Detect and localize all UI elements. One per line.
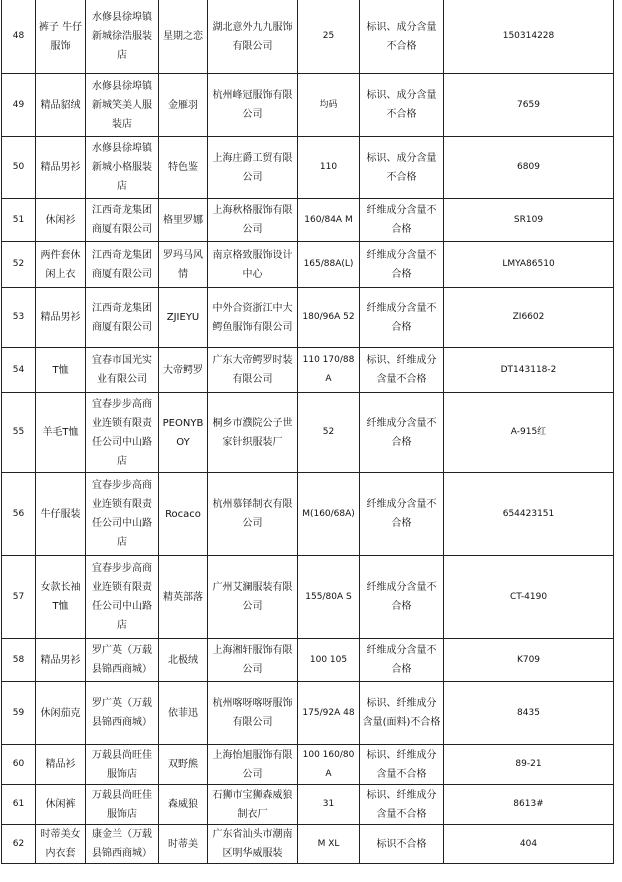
table-row: [2, 393, 614, 473]
cell-code: ZI6602: [444, 288, 614, 348]
cell-brand: 依菲迅: [159, 682, 208, 745]
cell-brand: 双野熊: [159, 745, 208, 785]
cell-brand: 格里罗娜: [159, 199, 208, 242]
cell-brand: 罗玛马风情: [159, 242, 208, 288]
cell-seller: 罗广英（万载县锦西商城）: [86, 639, 159, 682]
cell-product: 两件套休闲上衣: [36, 242, 86, 288]
cell-spec: 110: [298, 137, 360, 199]
cell-product: 裤子 牛仔服饰: [36, 0, 86, 74]
cell-result: 纤维成分含量不合格: [360, 288, 444, 348]
cell-seller: 康金兰（万载县锦西商城）: [86, 825, 159, 864]
cell-no: 59: [2, 682, 36, 745]
cell-brand: 精英部落: [159, 556, 208, 639]
table-row: [2, 785, 614, 825]
cell-code: SR109: [444, 199, 614, 242]
cell-seller: 江西奇龙集团商厦有限公司: [86, 242, 159, 288]
cell-brand: 星期之恋: [159, 0, 208, 74]
cell-spec: 180/96A 52: [298, 288, 360, 348]
cell-code: 404: [444, 825, 614, 864]
cell-spec: 175/92A 48: [298, 682, 360, 745]
table-row: [2, 745, 614, 785]
cell-result: 标识、纤维成分含量不合格: [360, 348, 444, 393]
table-row: [2, 348, 614, 393]
cell-no: 58: [2, 639, 36, 682]
cell-brand: 特色鉴: [159, 137, 208, 199]
table-row: [2, 137, 614, 199]
cell-brand: 时蒂美: [159, 825, 208, 864]
cell-maker: 杭州峰冠服饰有限公司: [208, 74, 298, 137]
cell-product: T恤: [36, 348, 86, 393]
table-row: [2, 556, 614, 639]
cell-code: 6809: [444, 137, 614, 199]
cell-product: 精品男衫: [36, 137, 86, 199]
table-row: [2, 473, 614, 556]
cell-no: 57: [2, 556, 36, 639]
inspection-table: [1, 0, 614, 864]
cell-product: 休闲衫: [36, 199, 86, 242]
cell-spec: M XL: [298, 825, 360, 864]
table-row: [2, 74, 614, 137]
cell-product: 时蒂美女内衣套: [36, 825, 86, 864]
cell-code: 89-21: [444, 745, 614, 785]
cell-no: 56: [2, 473, 36, 556]
cell-brand: Rocaco: [159, 473, 208, 556]
cell-no: 49: [2, 74, 36, 137]
cell-seller: 水修县徐埠镇新城小格服装店: [86, 137, 159, 199]
cell-brand: ZJIEYU: [159, 288, 208, 348]
cell-code: LMYA86510: [444, 242, 614, 288]
cell-maker: 石狮市宝狮森威狼制衣厂: [208, 785, 298, 825]
cell-seller: 万载县尚旺佳服饰店: [86, 785, 159, 825]
cell-seller: 水修县徐埠镇新城笑美人服装店: [86, 74, 159, 137]
cell-no: 48: [2, 0, 36, 74]
table-row: [2, 825, 614, 864]
cell-no: 53: [2, 288, 36, 348]
cell-maker: 中外合资浙江中大鳄鱼服饰有限公司: [208, 288, 298, 348]
cell-code: DT143118-2: [444, 348, 614, 393]
cell-brand: 森威狼: [159, 785, 208, 825]
table-row: [2, 288, 614, 348]
cell-maker: 广州艾澜服装有限公司: [208, 556, 298, 639]
cell-maker: 桐乡市濮院公子世家针织服装厂: [208, 393, 298, 473]
cell-no: 61: [2, 785, 36, 825]
cell-result: 纤维成分含量不合格: [360, 393, 444, 473]
cell-result: 标识不合格: [360, 825, 444, 864]
cell-spec: 25: [298, 0, 360, 74]
cell-seller: 罗广英（万载县锦西商城）: [86, 682, 159, 745]
cell-code: A-915红: [444, 393, 614, 473]
cell-result: 标识、纤维成分含量不合格: [360, 785, 444, 825]
cell-brand: 金雁羽: [159, 74, 208, 137]
table-row: [2, 0, 614, 74]
cell-spec: 均码: [298, 74, 360, 137]
cell-spec: 160/84A M: [298, 199, 360, 242]
cell-product: 精品男衫: [36, 288, 86, 348]
cell-product: 精品貂绒: [36, 74, 86, 137]
cell-spec: 155/80A S: [298, 556, 360, 639]
cell-no: 50: [2, 137, 36, 199]
cell-result: 纤维成分含量不合格: [360, 473, 444, 556]
cell-no: 52: [2, 242, 36, 288]
cell-product: 精品男衫: [36, 639, 86, 682]
cell-maker: 南京格致服饰设计中心: [208, 242, 298, 288]
cell-seller: 江西奇龙集团商厦有限公司: [86, 199, 159, 242]
cell-no: 54: [2, 348, 36, 393]
cell-result: 标识、纤维成分含量(面料)不合格: [360, 682, 444, 745]
cell-maker: 杭州喀呀喀呀服饰有限公司: [208, 682, 298, 745]
cell-spec: 100 105: [298, 639, 360, 682]
cell-code: 8435: [444, 682, 614, 745]
cell-result: 纤维成分含量不合格: [360, 199, 444, 242]
cell-result: 纤维成分含量不合格: [360, 556, 444, 639]
cell-result: 纤维成分含量不合格: [360, 639, 444, 682]
table-row: [2, 639, 614, 682]
cell-code: 8613#: [444, 785, 614, 825]
cell-seller: 江西奇龙集团商厦有限公司: [86, 288, 159, 348]
cell-code: 150314228: [444, 0, 614, 74]
table-row: [2, 199, 614, 242]
cell-brand: 大帝鳄罗: [159, 348, 208, 393]
cell-spec: 165/88A(L): [298, 242, 360, 288]
cell-maker: 上海湘轩服饰有限公司: [208, 639, 298, 682]
cell-result: 标识、成分含量不合格: [360, 137, 444, 199]
cell-maker: 湖北意外九九服饰有限公司: [208, 0, 298, 74]
cell-product: 休闲茄克: [36, 682, 86, 745]
table-row: [2, 682, 614, 745]
cell-spec: 100 160/80A: [298, 745, 360, 785]
cell-product: 牛仔服装: [36, 473, 86, 556]
cell-brand: 北极绒: [159, 639, 208, 682]
cell-no: 60: [2, 745, 36, 785]
cell-code: K709: [444, 639, 614, 682]
cell-seller: 万载县尚旺佳服饰店: [86, 745, 159, 785]
cell-maker: 杭州慕铎制衣有限公司: [208, 473, 298, 556]
cell-seller: 宜春步步高商业连锁有限责任公司中山路店: [86, 473, 159, 556]
cell-no: 55: [2, 393, 36, 473]
cell-seller: 宜春步步高商业连锁有限责任公司中山路店: [86, 556, 159, 639]
table-row: [2, 242, 614, 288]
cell-spec: 52: [298, 393, 360, 473]
cell-product: 女款长袖T恤: [36, 556, 86, 639]
cell-no: 51: [2, 199, 36, 242]
cell-result: 标识、成分含量不合格: [360, 74, 444, 137]
cell-spec: 31: [298, 785, 360, 825]
cell-no: 62: [2, 825, 36, 864]
cell-product: 精品衫: [36, 745, 86, 785]
cell-seller: 宜春步步高商业连锁有限责任公司中山路店: [86, 393, 159, 473]
cell-spec: M(160/68A): [298, 473, 360, 556]
cell-result: 标识、成分含量不合格: [360, 0, 444, 74]
cell-product: 休闲裤: [36, 785, 86, 825]
cell-maker: 广东省汕头市潮南区明华威服装: [208, 825, 298, 864]
cell-code: 654423151: [444, 473, 614, 556]
cell-code: CT-4190: [444, 556, 614, 639]
cell-brand: PEONYBOY: [159, 393, 208, 473]
cell-result: 纤维成分含量不合格: [360, 242, 444, 288]
cell-maker: 上海怡旭服饰有限公司: [208, 745, 298, 785]
cell-maker: 上海秋格服饰有限公司: [208, 199, 298, 242]
cell-code: 7659: [444, 74, 614, 137]
cell-product: 羊毛T恤: [36, 393, 86, 473]
cell-seller: 宜春市国光实业有限公司: [86, 348, 159, 393]
cell-seller: 水修县徐埠镇新城徐浩服装店: [86, 0, 159, 74]
cell-spec: 110 170/88A: [298, 348, 360, 393]
cell-maker: 广东大帝鳄罗时装有限公司: [208, 348, 298, 393]
cell-maker: 上海庄爵工贸有限公司: [208, 137, 298, 199]
cell-result: 标识、纤维成分含量不合格: [360, 745, 444, 785]
